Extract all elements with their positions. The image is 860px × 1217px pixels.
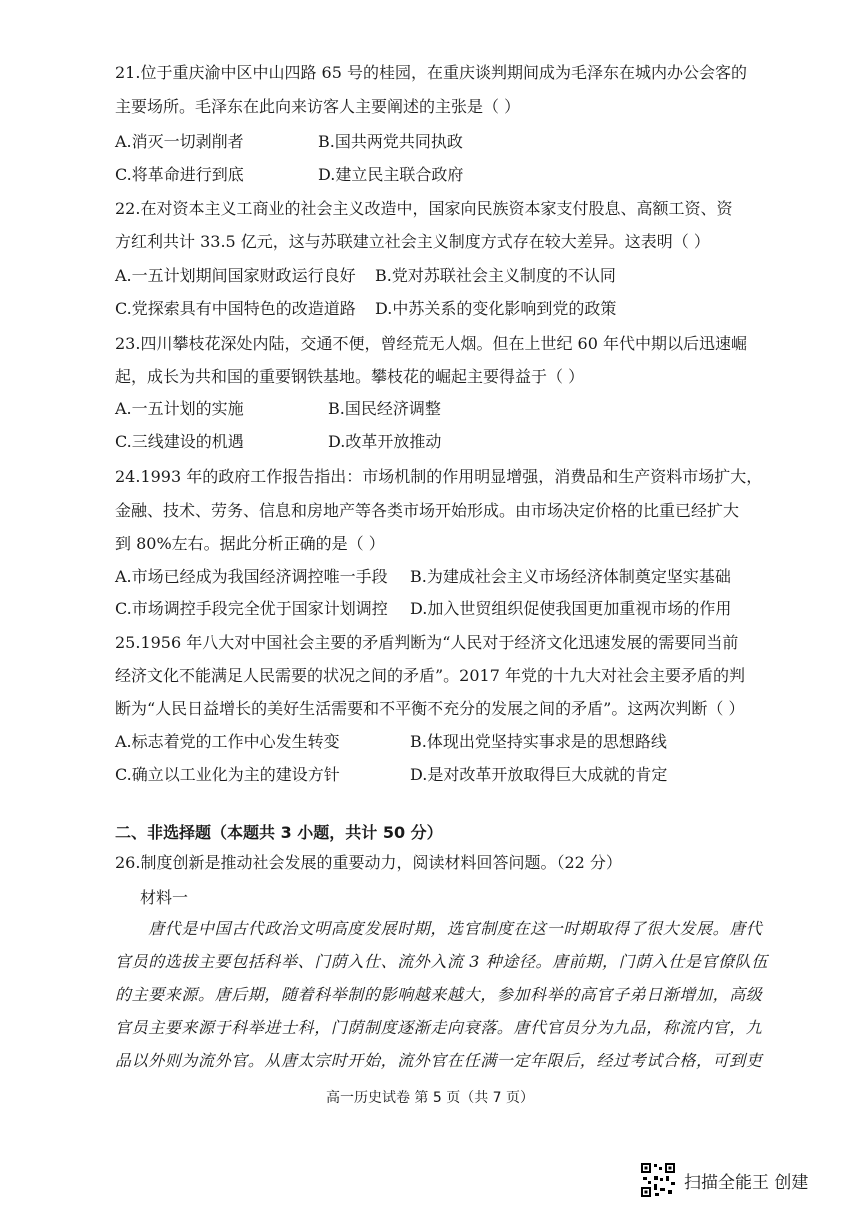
material-line-2: 官员的选拔主要包括科举、门荫入仕、流外入流 3 种途径。唐前期，门荫入仕是官僚队伍 xyxy=(115,952,768,971)
question-22-line-1: 22.在对资本主义工商业的社会主义改造中，国家向民族资本家支付股息、高额工资、资 xyxy=(115,199,733,218)
question-21-line-1: 21.位于重庆渝中区中山四路 65 号的桂园，在重庆谈判期间成为毛泽东在城内办公会客的 xyxy=(115,63,747,82)
material-line-4: 官员主要来源于科举进士科，门荫制度逐渐走向衰落。唐代官员分为九品，称流内官，九 xyxy=(115,1018,763,1037)
question-22-line-2: 方红利共计 33.5 亿元，这与苏联建立社会主义制度方式存在较大差异。这表明（ ） xyxy=(115,232,710,251)
q25-option-d: D.是对改革开放取得巨大成就的肯定 xyxy=(410,765,668,784)
page-footer: 高一历史试卷 第 5 页（共 7 页） xyxy=(325,1090,535,1106)
q24-option-d: D.加入世贸组织促使我国更加重视市场的作用 xyxy=(410,599,732,618)
q22-option-a: A.一五计划期间国家财政运行良好 xyxy=(115,266,356,285)
material-line-1: 唐代是中国古代政治文明高度发展时期，选官制度在这一时期取得了很大发展。唐代 xyxy=(115,919,763,938)
q23-option-a: A.一五计划的实施 xyxy=(115,399,244,418)
q22-option-b: B.党对苏联社会主义制度的不认同 xyxy=(375,266,616,285)
question-25-line-3: 断为“人民日益增长的美好生活需要和不平衡不充分的发展之间的矛盾”。这两次判断（ ） xyxy=(115,699,745,718)
q25-option-b: B.体现出党坚持实事求是的思想路线 xyxy=(410,732,667,751)
material-line-3: 的主要来源。唐后期，随着科举制的影响越来越大，参加科举的高官子弟日渐增加，高级 xyxy=(115,985,763,1004)
question-23-line-2: 起，成长为共和国的重要钢铁基地。攀枝花的崛起主要得益于（ ） xyxy=(115,367,585,386)
material-line-5: 品以外则为流外官。从唐太宗时开始，流外官在任满一定年限后，经过考试合格，可到吏 xyxy=(115,1051,763,1070)
question-26-stem: 26.制度创新是推动社会发展的重要动力，阅读材料回答问题。（22 分） xyxy=(115,853,622,872)
q24-option-b: B.为建成社会主义市场经济体制奠定坚实基础 xyxy=(410,567,731,586)
q21-option-d: D.建立民主联合政府 xyxy=(318,165,464,184)
q21-option-a: A.消灭一切剥削者 xyxy=(115,132,244,151)
q25-option-c: C.确立以工业化为主的建设方针 xyxy=(115,765,340,784)
q21-option-b: B.国共两党共同执政 xyxy=(318,132,463,151)
q24-option-c: C.市场调控手段完全优于国家计划调控 xyxy=(115,599,388,618)
question-24-line-3: 到 80%左右。据此分析正确的是（ ） xyxy=(115,534,385,553)
question-23-line-1: 23.四川攀枝花深处内陆，交通不便，曾经荒无人烟。但在上世纪 60 年代中期以后迅速崛 xyxy=(115,334,747,353)
q23-option-b: B.国民经济调整 xyxy=(328,399,441,418)
scanner-watermark xyxy=(640,1162,808,1198)
question-25-line-1: 25.1956 年八大对中国社会主要的矛盾判断为“人民对于经济文化迅速发展的需要同当前 xyxy=(115,633,739,652)
section-title: 二、非选择题（本题共 3 小题，共计 50 分） xyxy=(115,823,443,842)
question-25-line-2: 经济文化不能满足人民需要的状况之间的矛盾”。2017 年党的十九大对社会主要矛盾的判 xyxy=(115,666,745,685)
q22-option-d: D.中苏关系的变化影响到党的政策 xyxy=(375,299,617,318)
qr-code-icon xyxy=(640,1162,676,1198)
q21-option-c: C.将革命进行到底 xyxy=(115,165,244,184)
q22-option-c: C.党探索具有中国特色的改造道路 xyxy=(115,299,356,318)
question-24-line-2: 金融、技术、劳务、信息和房地产等各类市场开始形成。由市场决定价格的比重已经扩大 xyxy=(115,501,740,520)
q24-option-a: A.市场已经成为我国经济调控唯一手段 xyxy=(115,567,388,586)
q23-option-d: D.改革开放推动 xyxy=(328,432,442,451)
question-21-line-2: 主要场所。毛泽东在此向来访客人主要阐述的主张是（ ） xyxy=(115,97,521,116)
question-24-line-1: 24.1993 年的政府工作报告指出：市场机制的作用明显增强，消费品和生产资料市场扩大， xyxy=(115,467,763,486)
scanner-brand-text: 扫描全能王 创建 xyxy=(684,1172,809,1193)
q23-option-c: C.三线建设的机遇 xyxy=(115,432,244,451)
material-label: 材料一 xyxy=(140,888,189,907)
q25-option-a: A.标志着党的工作中心发生转变 xyxy=(115,732,340,751)
